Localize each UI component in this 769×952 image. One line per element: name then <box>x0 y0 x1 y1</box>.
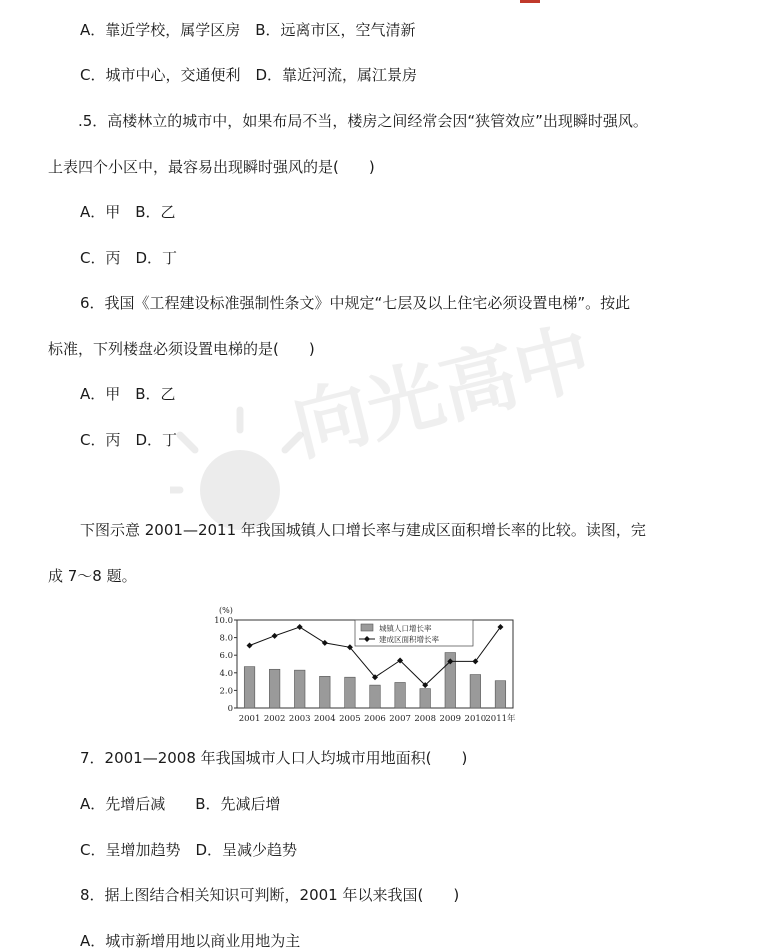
bar-2008 <box>420 689 431 708</box>
text-line-4: A．甲 B．乙 <box>80 203 176 221</box>
x-tick-label-2010: 2010 <box>464 714 487 724</box>
text-line-5: C．丙 D．丁 <box>80 249 178 267</box>
text-line-0: A．靠近学校，属学区房 B．远离市区，空气清新 <box>80 21 416 39</box>
x-tick-label-2009: 2009 <box>439 714 462 724</box>
point-2003 <box>297 624 303 630</box>
bar-2007 <box>395 682 406 708</box>
y-tick-label-1: 2.0 <box>219 686 233 697</box>
bar-2010 <box>470 675 481 708</box>
x-tick-label-2011: 2011年 <box>485 714 516 724</box>
bar-2004 <box>320 676 331 708</box>
legend-bar-swatch <box>361 624 373 631</box>
y-tick-label-3: 6.0 <box>219 651 233 662</box>
y-tick-label-4: 8.0 <box>219 633 233 644</box>
x-tick-label-2006: 2006 <box>364 714 386 724</box>
text-line-13: A．先增后减 B．先减后增 <box>80 795 281 813</box>
x-tick-label-2004: 2004 <box>313 714 336 724</box>
text-line-6: 6．我国《工程建设标准强制性条文》中规定“七层及以上住宅必须设置电梯”。按此 <box>80 294 631 312</box>
bar-2001 <box>244 667 255 708</box>
text-line-10: 下图示意 2001—2011 年我国城镇人口增长率与建成区面积增长率的比较。读图，完 <box>80 521 646 539</box>
bar-2003 <box>294 670 305 708</box>
bar-2011 <box>495 681 506 708</box>
text-line-15: 8．据上图结合相关知识可判断，2001 年以来我国( ) <box>80 886 460 904</box>
point-2004 <box>322 640 328 646</box>
bar-2005 <box>345 677 356 708</box>
text-line-9: C．丙 D．丁 <box>80 431 178 449</box>
y-tick-label-2: 4.0 <box>219 668 233 679</box>
point-2002 <box>272 633 278 639</box>
chart <box>205 604 525 726</box>
bar-2002 <box>269 669 280 708</box>
x-tick-label-2005: 2005 <box>339 714 361 724</box>
y-tick-label-0: 0 <box>227 704 233 714</box>
watermark-text: 向光高中 <box>283 311 601 472</box>
y-axis-label: (%) <box>219 606 233 615</box>
x-tick-label-2001: 2001 <box>238 714 261 724</box>
text-line-7: 标准，下列楼盘必须设置电梯的是( ) <box>48 340 315 358</box>
legend-line-label: 建成区面积增长率 <box>379 635 439 644</box>
text-line-12: 7．2001—2008 年我国城市人口人均城市用地面积( ) <box>80 749 468 767</box>
text-line-1: C．城市中心，交通便利 D．靠近河流，属江景房 <box>80 66 418 84</box>
text-line-3: 上表四个小区中，最容易出现瞬时强风的是( ) <box>48 158 375 176</box>
top-edge-mark <box>520 0 540 3</box>
y-tick-label-5: 10.0 <box>214 616 233 626</box>
text-line-2: .5．高楼林立的城市中，如果布局不当，楼房之间经常会因“狭管效应”出现瞬时强风。 <box>78 112 648 130</box>
text-line-14: C．呈增加趋势 D．呈减少趋势 <box>80 841 298 859</box>
point-2001 <box>247 643 253 649</box>
text-line-16: A．城市新增用地以商业用地为主 <box>80 932 301 950</box>
legend-bar-label: 城镇人口增长率 <box>379 624 432 633</box>
x-tick-label-2007: 2007 <box>389 714 411 724</box>
text-line-8: A．甲 B．乙 <box>80 385 176 403</box>
bar-2006 <box>370 685 381 708</box>
x-tick-label-2003: 2003 <box>288 714 311 724</box>
text-line-11: 成 7～8 题。 <box>48 567 137 585</box>
x-tick-label-2008: 2008 <box>414 714 437 724</box>
x-tick-label-2002: 2002 <box>263 714 286 724</box>
